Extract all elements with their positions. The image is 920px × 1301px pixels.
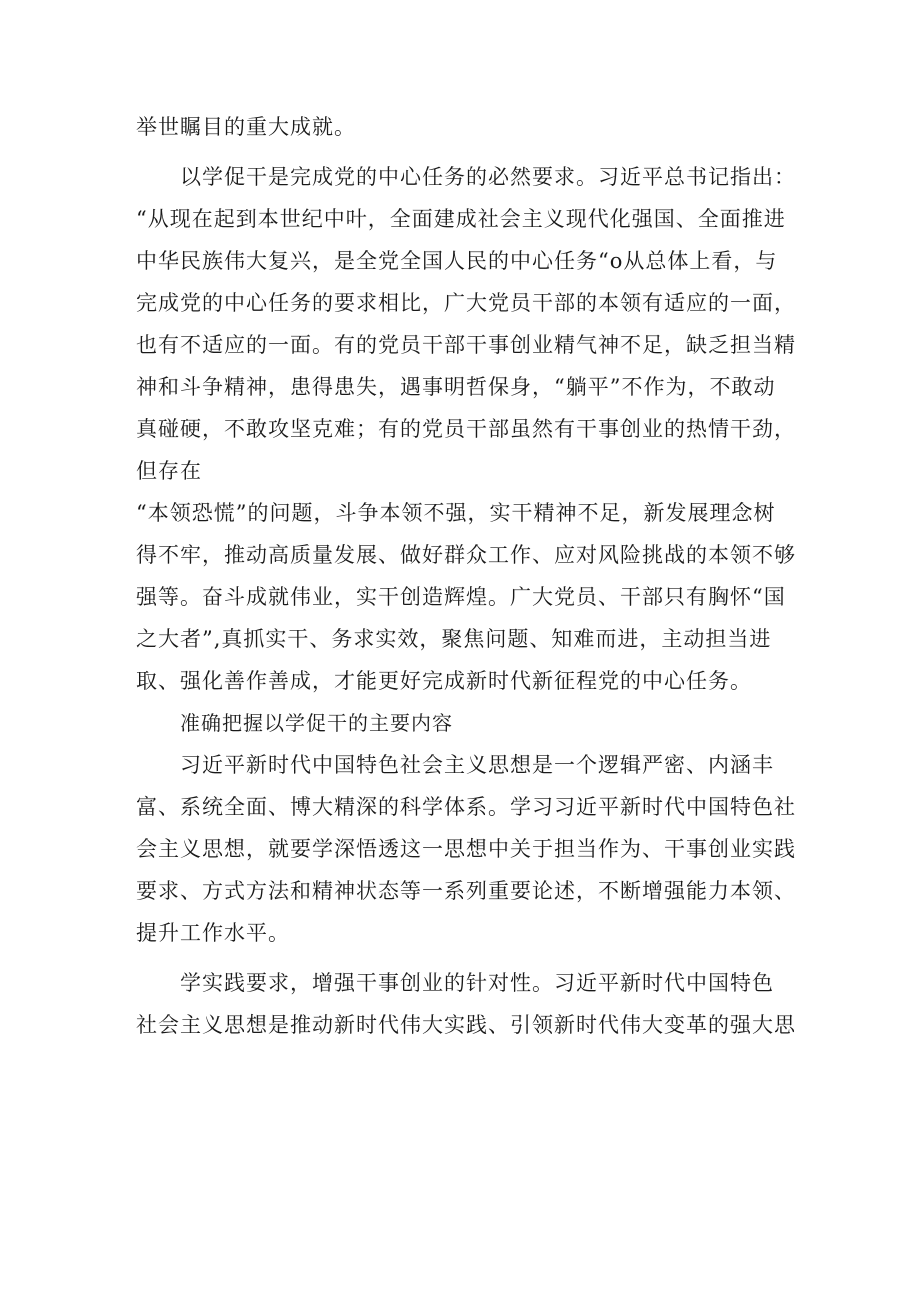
text-line: 也有不适应的一面。有的党员干部干事创业精气神不足，缺乏担当精 [136,333,796,357]
text-line: 举世瞩目的重大成就。 [136,115,356,139]
text-line: 习近平新时代中国特色社会主义思想是一个逻辑严密、内涵丰 [180,753,774,777]
text-line: 完成党的中心任务的要求相比，广大党员干部的本领有适应的一面， [136,291,796,315]
text-line: 中华民族伟大复兴，是全党全国人民的中心任务“o从总体上看，与 [136,249,778,273]
text-line: 社会主义思想是推动新时代伟大实践、引领新时代伟大变革的强大思 [136,1013,796,1037]
text-line: 富、系统全面、博大精深的科学体系。学习习近平新时代中国特色社 [136,795,796,819]
text-line: 以学促干是完成党的中心任务的必然要求。习近平总书记指出： [180,165,796,189]
text-line: 之大者”,真抓实干、务求实效，聚焦问题、知难而进，主动担当进 [136,627,772,651]
section-heading: 准确把握以学促干的主要内容 [180,711,453,735]
text-line: 但存在 [136,459,202,483]
text-line: 强等。奋斗成就伟业，实干创造辉煌。广大党员、干部只有胸怀“国 [136,585,786,609]
text-line: 得不牢，推动高质量发展、做好群众工作、应对风险挑战的本领不够 [136,543,796,567]
text-line: “本领恐慌”的问题，斗争本领不强，实干精神不足，新发展理念树 [136,501,776,525]
text-line: 真碰硬，不敢攻坚克难；有的党员干部虽然有干事创业的热情干劲， [136,417,796,441]
text-line: 取、强化善作善成，才能更好完成新时代新征程党的中心任务。 [136,669,752,693]
text-line: 学实践要求，增强干事创业的针对性。习近平新时代中国特色 [180,971,774,995]
text-line: “从现在起到本世纪中叶，全面建成社会主义现代化强国、全面推进 [136,207,786,231]
text-line: 会主义思想，就要学深悟透这一思想中关于担当作为、干事创业实践 [136,837,796,861]
text-line: 要求、方式方法和精神状态等一系列重要论述，不断增强能力本领、 [136,879,796,903]
text-line: 提升工作水平。 [136,921,290,945]
text-line: 神和斗争精神，患得患失，遇事明哲保身，“躺平”不作为，不敢动 [136,375,776,399]
document-body [136,106,796,1046]
